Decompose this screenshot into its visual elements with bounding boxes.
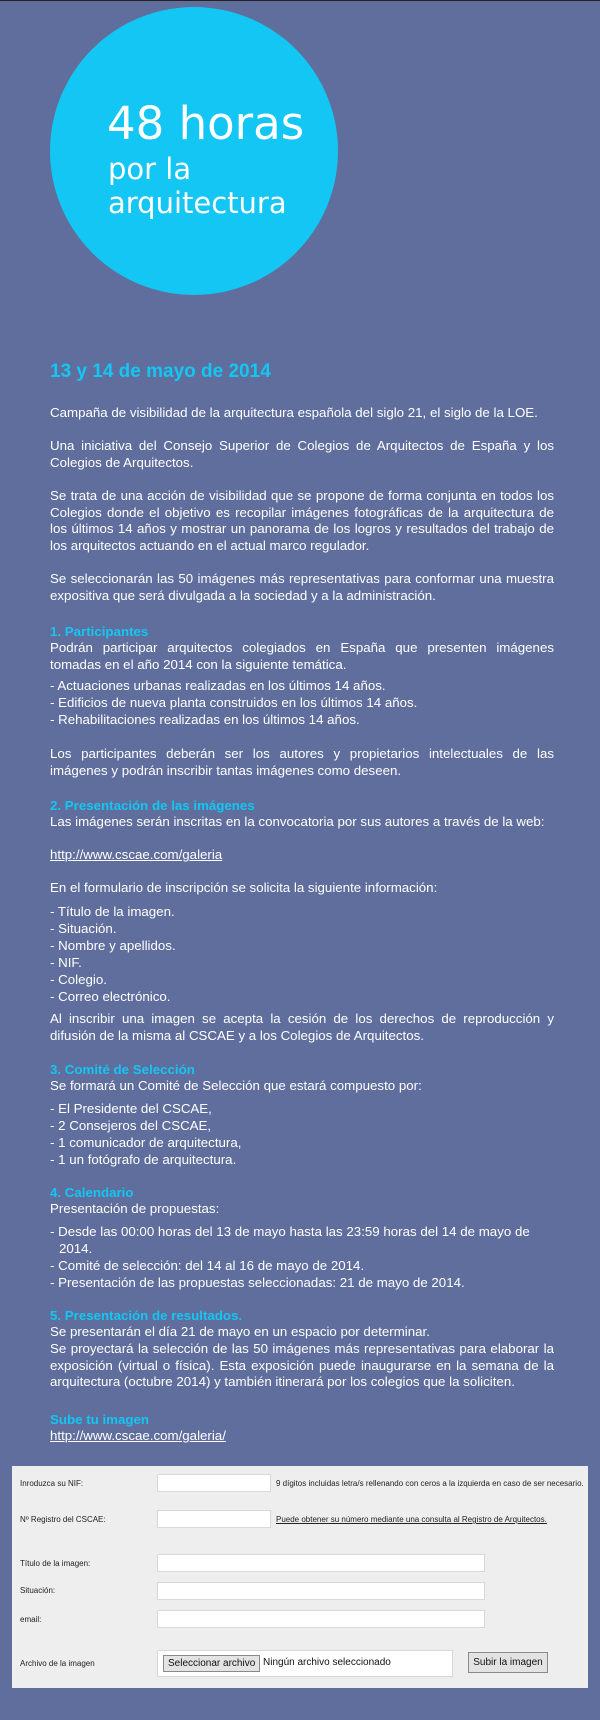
section-images-text2: En el formulario de inscripción se solicita la siguiente información: <box>50 880 438 895</box>
list-item: - Nombre y apellidos. <box>50 938 176 953</box>
intro-paragraph-4: Se seleccionarán las 50 imágenes más representativas para conformar una muestra expositiva que será divulgada a la sociedad y a la administración. <box>50 571 554 603</box>
section-results-title: 5. Presentación de resultados. <box>50 1308 243 1323</box>
upload-image-button[interactable]: Subir la imagen <box>468 1652 548 1673</box>
list-item: - Comité de selección: del 14 al 16 de mayo de 2014. <box>50 1258 365 1273</box>
list-item: - Actuaciones urbanas realizadas en los últimos 14 años. <box>50 678 386 693</box>
list-item: - Desde las 00:00 horas del 13 de mayo hasta las 23:59 horas del 14 de mayo de <box>50 1224 530 1239</box>
section-committee-title: 3. Comité de Selección <box>50 1062 195 1077</box>
section-participants-title: 1. Participantes <box>50 624 149 639</box>
intro-paragraph-2: Una iniciativa del Consejo Superior de Colegios de Arquitectos de España y los Colegios de Arquitectos. <box>50 438 554 470</box>
list-item: - El Presidente del CSCAE, <box>50 1101 212 1116</box>
gallery-link[interactable]: http://www.cscae.com/galeria <box>50 847 223 862</box>
list-item: - 1 comunicador de arquitectura, <box>50 1135 242 1150</box>
list-item: - Colegio. <box>50 972 107 987</box>
event-date: 13 y 14 de mayo de 2014 <box>50 361 271 382</box>
email-label: email: <box>20 1615 42 1624</box>
list-item: - Correo electrónico. <box>50 989 171 1004</box>
location-label: Situación: <box>20 1586 56 1595</box>
list-item: - Rehabilitaciones realizadas en los últimos 14 años. <box>50 712 360 727</box>
hero-subtitle <box>108 152 328 220</box>
list-item: - Título de la imagen. <box>50 904 175 919</box>
location-input[interactable] <box>157 1582 485 1600</box>
image-title-input[interactable] <box>157 1554 485 1572</box>
upload-form <box>12 1466 588 1688</box>
section-results-text2: Se proyectará la selección de las 50 imágenes más representativas para elaborar la exposición (virtual o física). Esta exposición puede inaugurarse en la semana de la arquitectura (octubre 2014) y también itinerará por los colegios que la soliciten. <box>50 1341 554 1390</box>
file-status: Ningún archivo seleccionado <box>263 1657 391 1668</box>
upload-title: Sube tu imagen <box>50 1412 149 1427</box>
list-item: - NIF. <box>50 955 82 970</box>
file-picker <box>157 1650 453 1677</box>
nif-label: Inroduzca su NIF: <box>20 1479 84 1488</box>
section-results-text1: Se presentarán el día 21 de mayo en un espacio por determinar. <box>50 1324 430 1339</box>
hero-subtitle-line1: por la <box>108 152 192 186</box>
nif-help-text: 9 dígitos incluidas letra/s rellenando con ceros a la izquierda en caso de ser necesario. <box>276 1479 584 1488</box>
list-item-continued: 2014. <box>59 1241 93 1256</box>
image-title-label: Título de la imagen: <box>20 1559 91 1568</box>
list-item: - 1 un fotógrafo de arquitectura. <box>50 1152 237 1167</box>
section-images-text3: Al inscribir una imagen se acepta la cesión de los derechos de reproducción y difusión de la misma al CSCAE y a los Colegios de Arquitectos. <box>50 1011 554 1043</box>
list-item: - Situación. <box>50 921 117 936</box>
registry-input[interactable] <box>157 1510 271 1528</box>
intro-paragraph-1: Campaña de visibilidad de la arquitectura española del siglo 21, el siglo de la LOE. <box>50 405 538 420</box>
hero-title: 48 horas <box>107 97 305 150</box>
section-committee-text: Se formará un Comité de Selección que estará compuesto por: <box>50 1078 422 1093</box>
choose-file-button[interactable]: Seleccionar archivo <box>163 1655 260 1672</box>
email-input[interactable] <box>157 1610 485 1628</box>
section-participants-text2: Los participantes deberán ser los autores y propietarios intelectuales de las imágenes y podrán inscribir tantas imágenes como deseen. <box>50 746 554 778</box>
section-calendar-title: 4. Calendario <box>50 1185 134 1200</box>
image-file-label: Archivo de la imagen <box>20 1659 95 1668</box>
section-participants-text: Podrán participar arquitectos colegiados en España que presenten imágenes tomadas en el año 2014 con la siguiente temática. <box>50 640 554 672</box>
registry-label: Nº Registro del CSCAE: <box>20 1515 106 1524</box>
top-border <box>0 0 600 1</box>
upload-gallery-link[interactable]: http://www.cscae.com/galeria/ <box>50 1428 226 1443</box>
hero-subtitle-line2: arquitectura <box>108 186 287 220</box>
list-item: - Presentación de las propuestas seleccionadas: 21 de mayo de 2014. <box>50 1275 465 1290</box>
hero-circle <box>50 7 338 295</box>
intro-paragraph-3: Se trata de una acción de visibilidad que se propone de forma conjunta en todos los Colegios donde el objetivo es recopilar imágenes fotográficas de la arquitectura de los últimos 14 años y mostrar un panorama de los logros y resultados del trabajo de los arquitectos actuando en el actual marco regulador. <box>50 488 554 554</box>
registry-help-link[interactable]: Puede obtener su número mediante una consulta al Registro de Arquitectos. <box>276 1515 547 1524</box>
list-item: - Edificios de nueva planta construidos en los últimos 14 años. <box>50 695 418 710</box>
list-item: - 2 Consejeros del CSCAE, <box>50 1118 212 1133</box>
section-images-text: Las imágenes serán inscritas en la convocatoria por sus autores a través de la web: <box>50 814 545 829</box>
section-images-title: 2. Presentación de las imágenes <box>50 798 255 813</box>
nif-input[interactable] <box>157 1474 271 1492</box>
section-calendar-text: Presentación de propuestas: <box>50 1201 220 1216</box>
